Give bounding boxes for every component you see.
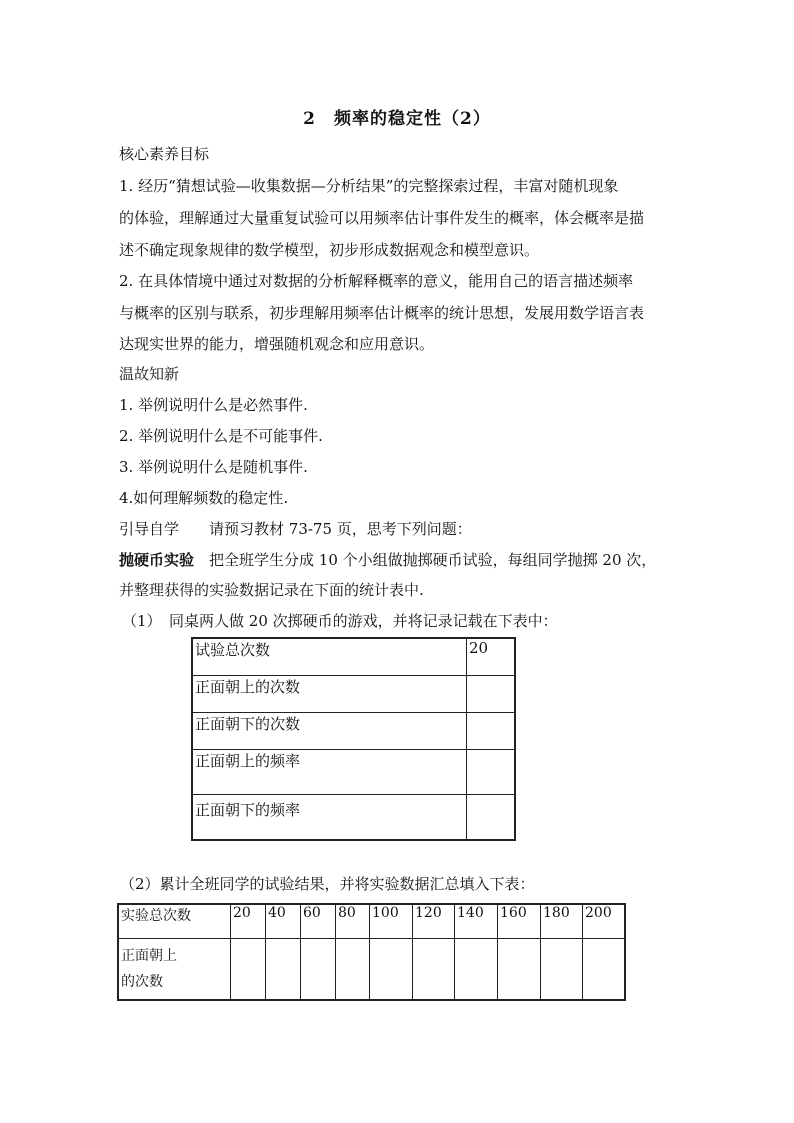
- experiment-text-line1: 把全班学生分成 10 个小组做抛掷硬币试验，每组同学抛掷 20 次，: [194, 551, 657, 569]
- table1-label-tails-count: 正面朝下的次数: [192, 713, 467, 750]
- table2-count-200: 200: [583, 904, 626, 938]
- table2-count-120: 120: [413, 904, 455, 938]
- table2-row-label-line1: 正面朝上: [121, 947, 177, 964]
- table1-label-tails-freq: 正面朝下的频率: [192, 795, 467, 841]
- goal1-line1: 1. 经历“猜想试验—收集数据—分析结果”的完整探索过程，丰富对随机现象: [119, 177, 619, 195]
- table2-count-20: 20: [231, 904, 266, 938]
- question-2: （2）累计全班同学的试验结果，并将实验数据汇总填入下表：: [120, 875, 535, 893]
- table2-count-140: 140: [455, 904, 498, 938]
- section-heading-review: 温故知新: [119, 365, 180, 383]
- table2-cell: [266, 938, 301, 1000]
- table1-cell-heads-count: [467, 676, 516, 713]
- coin-toss-table-2: [117, 903, 626, 1001]
- table2-cell: [336, 938, 370, 1000]
- table2-row-label-heads: [118, 938, 231, 1000]
- review-item-2: 2. 举例说明什么是不可能事件.: [119, 427, 323, 445]
- page-title: 2 频率的稳定性（2）: [303, 109, 491, 129]
- review-item-1: 1. 举例说明什么是必然事件.: [119, 396, 308, 414]
- table1-label-heads-freq: 正面朝上的频率: [192, 750, 467, 795]
- table2-count-100: 100: [370, 904, 413, 938]
- goal1-line2: 的体验，理解通过大量重复试验可以用频率估计事件发生的概率，体会概率是描: [119, 209, 645, 227]
- table2-count-80: 80: [336, 904, 370, 938]
- guide-text: 引导自学 请预习教材 73-75 页，思考下列问题：: [119, 520, 472, 538]
- table1-cell-tails-freq: [467, 795, 516, 841]
- goal1-line3: 述不确定现象规律的数学模型，初步形成数据观念和模型意识。: [119, 241, 540, 259]
- table2-cell: [583, 938, 626, 1000]
- table2-count-160: 160: [498, 904, 541, 938]
- review-item-3: 3. 举例说明什么是随机事件.: [119, 458, 308, 476]
- coin-toss-table-1: [191, 637, 516, 841]
- table2-cell: [541, 938, 583, 1000]
- experiment-paragraph: [119, 549, 656, 571]
- question-1: （1） 同桌两人做 20 次掷硬币的游戏，并将记录记载在下表中：: [122, 612, 558, 630]
- table2-cell: [231, 938, 266, 1000]
- goal2-line2: 与概率的区别与联系，初步理解用频率估计概率的统计思想，发展用数学语言表: [119, 304, 645, 322]
- experiment-text-line2: 并整理获得的实验数据记录在下面的统计表中.: [119, 581, 424, 599]
- table2-cell: [455, 938, 498, 1000]
- table2-header-label: 实验总次数: [118, 904, 231, 938]
- table2-cell: [370, 938, 413, 1000]
- table2-cell: [301, 938, 336, 1000]
- review-item-4: 4.如何理解频数的稳定性.: [119, 489, 289, 507]
- table1-value-total: 20: [467, 638, 516, 676]
- table2-cell: [498, 938, 541, 1000]
- table2-count-180: 180: [541, 904, 583, 938]
- table2-count-40: 40: [266, 904, 301, 938]
- goal2-line3: 达现实世界的能力，增强随机观念和应用意识。: [119, 335, 435, 353]
- experiment-label: 抛硬币实验: [119, 551, 195, 569]
- table1-cell-tails-count: [467, 713, 516, 750]
- table2-cell: [413, 938, 455, 1000]
- table1-label-total: 试验总次数: [192, 638, 467, 676]
- goal2-line1: 2. 在具体情境中通过对数据的分析解释概率的意义，能用自己的语言描述频率: [119, 272, 634, 290]
- section-heading-goals: 核心素养目标: [119, 145, 210, 163]
- table2-row-label-line2: 的次数: [121, 973, 163, 990]
- table2-count-60: 60: [301, 904, 336, 938]
- table1-label-heads-count: 正面朝上的次数: [192, 676, 467, 713]
- table1-cell-heads-freq: [467, 750, 516, 795]
